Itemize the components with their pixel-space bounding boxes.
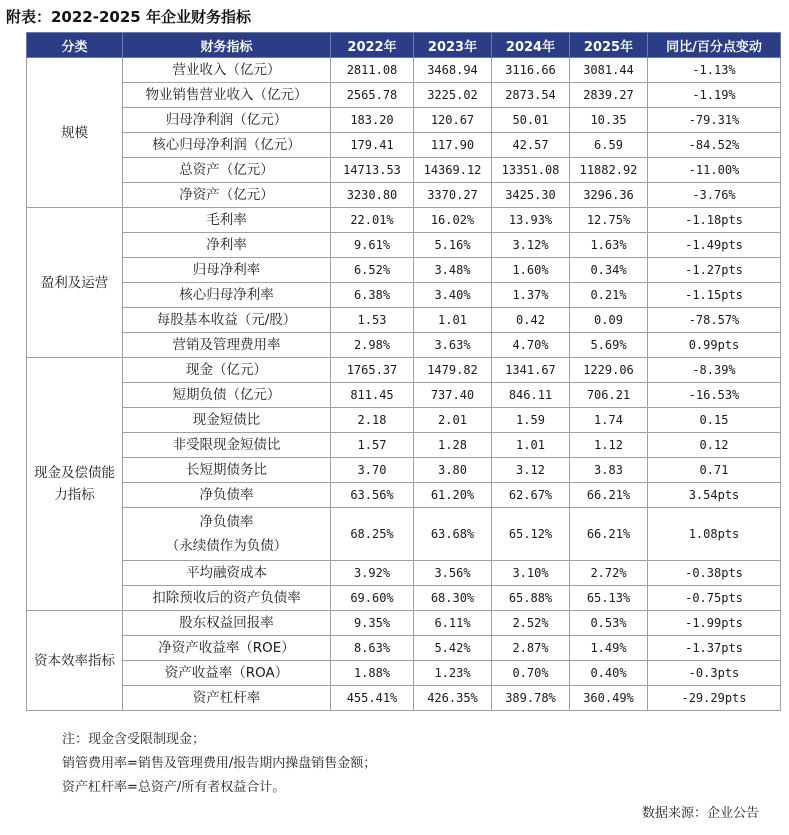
value-cell: 65.13% (570, 586, 648, 611)
value-cell: 6.38% (331, 283, 414, 308)
value-cell: 12.75% (570, 208, 648, 233)
table-title: 附表：2022-2025 年企业财务指标 (6, 8, 251, 26)
change-cell: -84.52% (648, 133, 781, 158)
value-cell: 3.12% (492, 233, 570, 258)
value-cell: 3468.94 (414, 58, 492, 83)
note-line: 销管费用率=销售及管理费用/报告期内操盘销售金额； (62, 756, 377, 771)
value-cell: 0.21% (570, 283, 648, 308)
indicator-sublabel: （永续债作为负债） (165, 538, 288, 554)
indicator-cell: 净资产收益率（ROE） (123, 636, 331, 661)
value-cell: 3296.36 (570, 183, 648, 208)
value-cell: 1.01 (492, 433, 570, 458)
value-cell: 1.60% (492, 258, 570, 283)
table-row (27, 661, 781, 686)
indicator-cell: 核心归母净利率 (123, 283, 331, 308)
table-row (27, 333, 781, 358)
indicator-cell: 营销及管理费用率 (123, 333, 331, 358)
indicator-cell (123, 508, 331, 561)
value-cell: 811.45 (331, 383, 414, 408)
value-cell: 13351.08 (492, 158, 570, 183)
value-cell: 1229.06 (570, 358, 648, 383)
value-cell: 183.20 (331, 108, 414, 133)
value-cell: 2565.78 (331, 83, 414, 108)
change-cell: 0.15 (648, 408, 781, 433)
table-row (27, 458, 781, 483)
change-cell: -16.53% (648, 383, 781, 408)
table-row (27, 686, 781, 711)
table-row (27, 433, 781, 458)
value-cell: 5.69% (570, 333, 648, 358)
indicator-cell: 净负债率 (123, 483, 331, 508)
category-cell: 盈利及运营 (27, 208, 123, 358)
value-cell: 3.10% (492, 561, 570, 586)
change-cell: 1.08pts (648, 508, 781, 561)
change-cell: 3.54pts (648, 483, 781, 508)
column-header: 财务指标 (123, 33, 331, 58)
note-line: 注：现金含受限制现金； (62, 732, 206, 747)
table-row (27, 358, 781, 383)
value-cell: 69.60% (331, 586, 414, 611)
change-cell: -1.49pts (648, 233, 781, 258)
value-cell: 42.57 (492, 133, 570, 158)
value-cell: 1.57 (331, 433, 414, 458)
table-row (27, 636, 781, 661)
table-row (27, 561, 781, 586)
table-row (27, 383, 781, 408)
value-cell: 3.70 (331, 458, 414, 483)
value-cell: 1.49% (570, 636, 648, 661)
indicator-cell: 营业收入（亿元） (123, 58, 331, 83)
change-cell: -1.37pts (648, 636, 781, 661)
value-cell: 6.11% (414, 611, 492, 636)
value-cell: 1479.82 (414, 358, 492, 383)
value-cell: 22.01% (331, 208, 414, 233)
value-cell: 68.25% (331, 508, 414, 561)
value-cell: 1.23% (414, 661, 492, 686)
table-row (27, 183, 781, 208)
indicator-cell: 股东权益回报率 (123, 611, 331, 636)
column-header: 2025年 (570, 33, 648, 58)
notes (62, 728, 376, 800)
indicator-cell: 净利率 (123, 233, 331, 258)
value-cell: 6.52% (331, 258, 414, 283)
table-row (27, 483, 781, 508)
value-cell: 1.01 (414, 308, 492, 333)
value-cell: 5.42% (414, 636, 492, 661)
indicator-cell: 归母净利润（亿元） (123, 108, 331, 133)
table-body (27, 58, 781, 711)
value-cell: 14369.12 (414, 158, 492, 183)
value-cell: 3.40% (414, 283, 492, 308)
value-cell: 61.20% (414, 483, 492, 508)
value-cell: 63.68% (414, 508, 492, 561)
value-cell: 3230.80 (331, 183, 414, 208)
value-cell: 66.21% (570, 508, 648, 561)
value-cell: 2839.27 (570, 83, 648, 108)
change-cell: 0.71 (648, 458, 781, 483)
indicator-cell: 扣除预收后的资产负债率 (123, 586, 331, 611)
change-cell: 0.12 (648, 433, 781, 458)
value-cell: 117.90 (414, 133, 492, 158)
value-cell: 2.72% (570, 561, 648, 586)
value-cell: 50.01 (492, 108, 570, 133)
value-cell: 3425.30 (492, 183, 570, 208)
indicator-cell: 毛利率 (123, 208, 331, 233)
value-cell: 1.12 (570, 433, 648, 458)
value-cell: 1.63% (570, 233, 648, 258)
value-cell: 3116.66 (492, 58, 570, 83)
value-cell: 66.21% (570, 483, 648, 508)
value-cell: 3081.44 (570, 58, 648, 83)
value-cell: 1.59 (492, 408, 570, 433)
change-cell: -1.18pts (648, 208, 781, 233)
change-cell: -1.99pts (648, 611, 781, 636)
value-cell: 0.70% (492, 661, 570, 686)
value-cell: 11882.92 (570, 158, 648, 183)
value-cell: 120.67 (414, 108, 492, 133)
change-cell: 0.99pts (648, 333, 781, 358)
table-row (27, 158, 781, 183)
column-header: 2022年 (331, 33, 414, 58)
change-cell: -1.15pts (648, 283, 781, 308)
column-header: 同比/百分点变动 (648, 33, 781, 58)
value-cell: 2.01 (414, 408, 492, 433)
change-cell: -0.3pts (648, 661, 781, 686)
value-cell: 706.21 (570, 383, 648, 408)
indicator-cell: 长短期债务比 (123, 458, 331, 483)
change-cell: -3.76% (648, 183, 781, 208)
table-row (27, 58, 781, 83)
value-cell: 1765.37 (331, 358, 414, 383)
value-cell: 3370.27 (414, 183, 492, 208)
table-row (27, 283, 781, 308)
value-cell: 2.18 (331, 408, 414, 433)
value-cell: 0.42 (492, 308, 570, 333)
value-cell: 3225.02 (414, 83, 492, 108)
indicator-cell: 现金短债比 (123, 408, 331, 433)
header-row (27, 33, 781, 58)
value-cell: 62.67% (492, 483, 570, 508)
value-cell: 360.49% (570, 686, 648, 711)
value-cell: 1.28 (414, 433, 492, 458)
indicator-cell: 物业销售营业收入（亿元） (123, 83, 331, 108)
table-row (27, 611, 781, 636)
indicator-cell: 总资产（亿元） (123, 158, 331, 183)
table-row (27, 508, 781, 561)
table-row (27, 83, 781, 108)
value-cell: 0.40% (570, 661, 648, 686)
value-cell: 2873.54 (492, 83, 570, 108)
table-row (27, 586, 781, 611)
value-cell: 737.40 (414, 383, 492, 408)
value-cell: 4.70% (492, 333, 570, 358)
change-cell: -1.27pts (648, 258, 781, 283)
value-cell: 65.88% (492, 586, 570, 611)
note-line: 资产杠杆率=总资产/所有者权益合计。 (62, 780, 286, 795)
value-cell: 16.02% (414, 208, 492, 233)
change-cell: -1.13% (648, 58, 781, 83)
change-cell: -8.39% (648, 358, 781, 383)
table-row (27, 233, 781, 258)
category-cell: 资本效率指标 (27, 611, 123, 711)
value-cell: 9.35% (331, 611, 414, 636)
data-source: 数据来源：企业公告 (641, 806, 759, 821)
value-cell: 1.53 (331, 308, 414, 333)
value-cell: 426.35% (414, 686, 492, 711)
indicator-cell: 短期负债（亿元） (123, 383, 331, 408)
change-cell: -0.75pts (648, 586, 781, 611)
change-cell: -1.19% (648, 83, 781, 108)
value-cell: 63.56% (331, 483, 414, 508)
change-cell: -29.29pts (648, 686, 781, 711)
value-cell: 3.12 (492, 458, 570, 483)
column-header: 2024年 (492, 33, 570, 58)
table-row (27, 108, 781, 133)
value-cell: 1.88% (331, 661, 414, 686)
table-row (27, 208, 781, 233)
value-cell: 13.93% (492, 208, 570, 233)
category-cell: 规模 (27, 58, 123, 208)
value-cell: 846.11 (492, 383, 570, 408)
indicator-label: 净负债率 (199, 514, 254, 530)
indicator-cell: 每股基本收益（元/股） (123, 308, 331, 333)
value-cell: 2.87% (492, 636, 570, 661)
financial-indicators-table (26, 32, 781, 711)
value-cell: 6.59 (570, 133, 648, 158)
indicator-cell: 平均融资成本 (123, 561, 331, 586)
column-header: 2023年 (414, 33, 492, 58)
indicator-cell: 非受限现金短债比 (123, 433, 331, 458)
value-cell: 8.63% (331, 636, 414, 661)
indicator-cell: 归母净利率 (123, 258, 331, 283)
change-cell: -0.38pts (648, 561, 781, 586)
value-cell: 3.80 (414, 458, 492, 483)
value-cell: 389.78% (492, 686, 570, 711)
table-row (27, 258, 781, 283)
value-cell: 3.63% (414, 333, 492, 358)
value-cell: 2811.08 (331, 58, 414, 83)
column-header: 分类 (27, 33, 123, 58)
value-cell: 3.48% (414, 258, 492, 283)
value-cell: 2.98% (331, 333, 414, 358)
value-cell: 65.12% (492, 508, 570, 561)
table-row (27, 308, 781, 333)
indicator-cell: 净资产（亿元） (123, 183, 331, 208)
value-cell: 0.09 (570, 308, 648, 333)
indicator-cell: 核心归母净利润（亿元） (123, 133, 331, 158)
value-cell: 179.41 (331, 133, 414, 158)
value-cell: 3.92% (331, 561, 414, 586)
indicator-cell: 现金（亿元） (123, 358, 331, 383)
value-cell: 68.30% (414, 586, 492, 611)
value-cell: 3.56% (414, 561, 492, 586)
value-cell: 455.41% (331, 686, 414, 711)
value-cell: 10.35 (570, 108, 648, 133)
value-cell: 9.61% (331, 233, 414, 258)
indicator-cell: 资产杠杆率 (123, 686, 331, 711)
value-cell: 0.53% (570, 611, 648, 636)
indicator-cell: 资产收益率（ROA） (123, 661, 331, 686)
value-cell: 1.74 (570, 408, 648, 433)
value-cell: 1341.67 (492, 358, 570, 383)
value-cell: 0.34% (570, 258, 648, 283)
category-cell: 现金及偿债能力指标 (27, 358, 123, 611)
change-cell: -11.00% (648, 158, 781, 183)
value-cell: 14713.53 (331, 158, 414, 183)
value-cell: 1.37% (492, 283, 570, 308)
change-cell: -78.57% (648, 308, 781, 333)
table-row (27, 133, 781, 158)
value-cell: 2.52% (492, 611, 570, 636)
change-cell: -79.31% (648, 108, 781, 133)
value-cell: 5.16% (414, 233, 492, 258)
table-row (27, 408, 781, 433)
value-cell: 3.83 (570, 458, 648, 483)
